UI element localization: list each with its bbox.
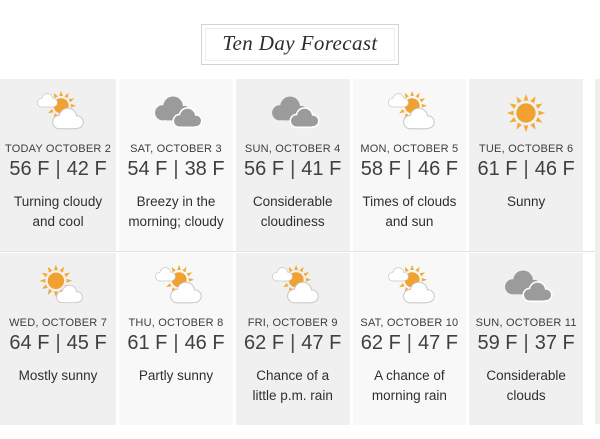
high-temp: 62 F xyxy=(244,332,285,354)
high-temp: 56 F xyxy=(9,158,50,180)
temperature xyxy=(241,332,345,355)
high-temp: 62 F xyxy=(360,332,401,354)
forecast-day-card[interactable] xyxy=(119,253,233,425)
day-label: FRI, OCTOBER 9 xyxy=(247,317,338,329)
low-temp: 41 F xyxy=(301,158,342,180)
forecast-description: Mostly sunny xyxy=(18,368,98,383)
forecast-description: Considerable cloudiness xyxy=(252,194,333,229)
weather-icon xyxy=(474,90,578,136)
forecast-day-card[interactable] xyxy=(469,253,583,425)
temp-divider: | xyxy=(55,332,61,354)
low-temp: 47 F xyxy=(418,332,459,354)
temp-divider: | xyxy=(523,332,529,354)
weather-icon xyxy=(474,264,578,310)
title-box xyxy=(201,24,398,65)
temperature xyxy=(358,158,462,181)
forecast-description: Turning cloudy and cool xyxy=(14,194,103,229)
forecast-day-card[interactable] xyxy=(0,253,116,425)
weather-icon xyxy=(124,90,228,136)
weather-icon xyxy=(5,264,111,310)
forecast-description: Times of clouds and sun xyxy=(362,194,457,229)
forecast-header xyxy=(0,0,600,79)
day-label: SUN, OCTOBER 11 xyxy=(475,317,577,329)
high-temp: 59 F xyxy=(477,332,518,354)
temperature xyxy=(474,158,578,181)
partly-sunny-icon xyxy=(380,265,438,309)
low-temp: 45 F xyxy=(66,332,107,354)
forecast-description: Considerable clouds xyxy=(486,368,566,403)
forecast-day-card[interactable] xyxy=(119,79,233,251)
low-temp: 46 F xyxy=(534,158,575,180)
temperature xyxy=(474,332,578,355)
forecast-day-card[interactable] xyxy=(353,253,467,425)
forecast-description: Sunny xyxy=(506,194,546,209)
weather-icon xyxy=(241,90,345,136)
day-label: THU, OCTOBER 8 xyxy=(128,317,224,329)
day-label: MON, OCTOBER 5 xyxy=(360,143,459,155)
forecast-description: Partly sunny xyxy=(138,368,214,383)
high-temp: 64 F xyxy=(9,332,50,354)
forecast-day-card[interactable] xyxy=(353,79,467,251)
partly-sunny-icon xyxy=(264,265,322,309)
low-temp: 42 F xyxy=(66,158,107,180)
temperature xyxy=(5,332,111,355)
low-temp: 38 F xyxy=(184,158,225,180)
forecast-description: Chance of a little p.m. rain xyxy=(252,368,333,403)
low-temp: 46 F xyxy=(184,332,225,354)
weather-icon xyxy=(241,264,345,310)
forecast-day-card[interactable] xyxy=(236,79,350,251)
forecast-description: A chance of morning rain xyxy=(371,368,447,403)
page-title: Ten Day Forecast xyxy=(222,31,378,55)
weather-icon xyxy=(5,90,111,136)
temp-divider: | xyxy=(173,332,179,354)
forecast-day-card[interactable] xyxy=(0,79,116,251)
forecast-grid xyxy=(0,79,583,425)
mostly-sunny-icon xyxy=(29,265,87,309)
temperature xyxy=(124,158,228,181)
day-label: SAT, OCTOBER 3 xyxy=(130,143,222,155)
temp-divider: | xyxy=(55,158,61,180)
forecast-day-card[interactable] xyxy=(469,79,583,251)
temperature xyxy=(358,332,462,355)
partly-sunny-icon xyxy=(380,91,438,135)
high-temp: 56 F xyxy=(244,158,285,180)
temp-divider: | xyxy=(406,158,412,180)
cloudy-icon xyxy=(147,91,205,135)
high-temp: 61 F xyxy=(127,332,168,354)
low-temp: 46 F xyxy=(418,158,459,180)
temp-divider: | xyxy=(290,332,296,354)
low-temp: 37 F xyxy=(534,332,575,354)
cloudy-icon xyxy=(497,265,555,309)
weather-icon xyxy=(358,90,462,136)
sunny-icon xyxy=(497,91,555,135)
temperature xyxy=(5,158,111,181)
forecast-grid-area xyxy=(0,79,600,425)
temp-divider: | xyxy=(173,158,179,180)
clipped-adjacent-column xyxy=(595,79,600,424)
forecast-description: Breezy in the morning; cloudy xyxy=(128,194,224,229)
temp-divider: | xyxy=(406,332,412,354)
cloudy-icon xyxy=(264,91,322,135)
partly-sunny-icon xyxy=(29,91,87,135)
partly-sunny-icon xyxy=(147,265,205,309)
temp-divider: | xyxy=(523,158,529,180)
weather-icon xyxy=(358,264,462,310)
day-label: TUE, OCTOBER 6 xyxy=(478,143,574,155)
temperature xyxy=(241,158,345,181)
high-temp: 58 F xyxy=(360,158,401,180)
day-label: SUN, OCTOBER 4 xyxy=(244,143,341,155)
weather-icon xyxy=(124,264,228,310)
forecast-day-card[interactable] xyxy=(236,253,350,425)
high-temp: 61 F xyxy=(477,158,518,180)
low-temp: 47 F xyxy=(301,332,342,354)
day-label: SAT, OCTOBER 10 xyxy=(360,317,459,329)
high-temp: 54 F xyxy=(127,158,168,180)
temp-divider: | xyxy=(290,158,296,180)
day-label: TODAY OCTOBER 2 xyxy=(5,143,112,155)
temperature xyxy=(124,332,228,355)
day-label: WED, OCTOBER 7 xyxy=(9,317,108,329)
